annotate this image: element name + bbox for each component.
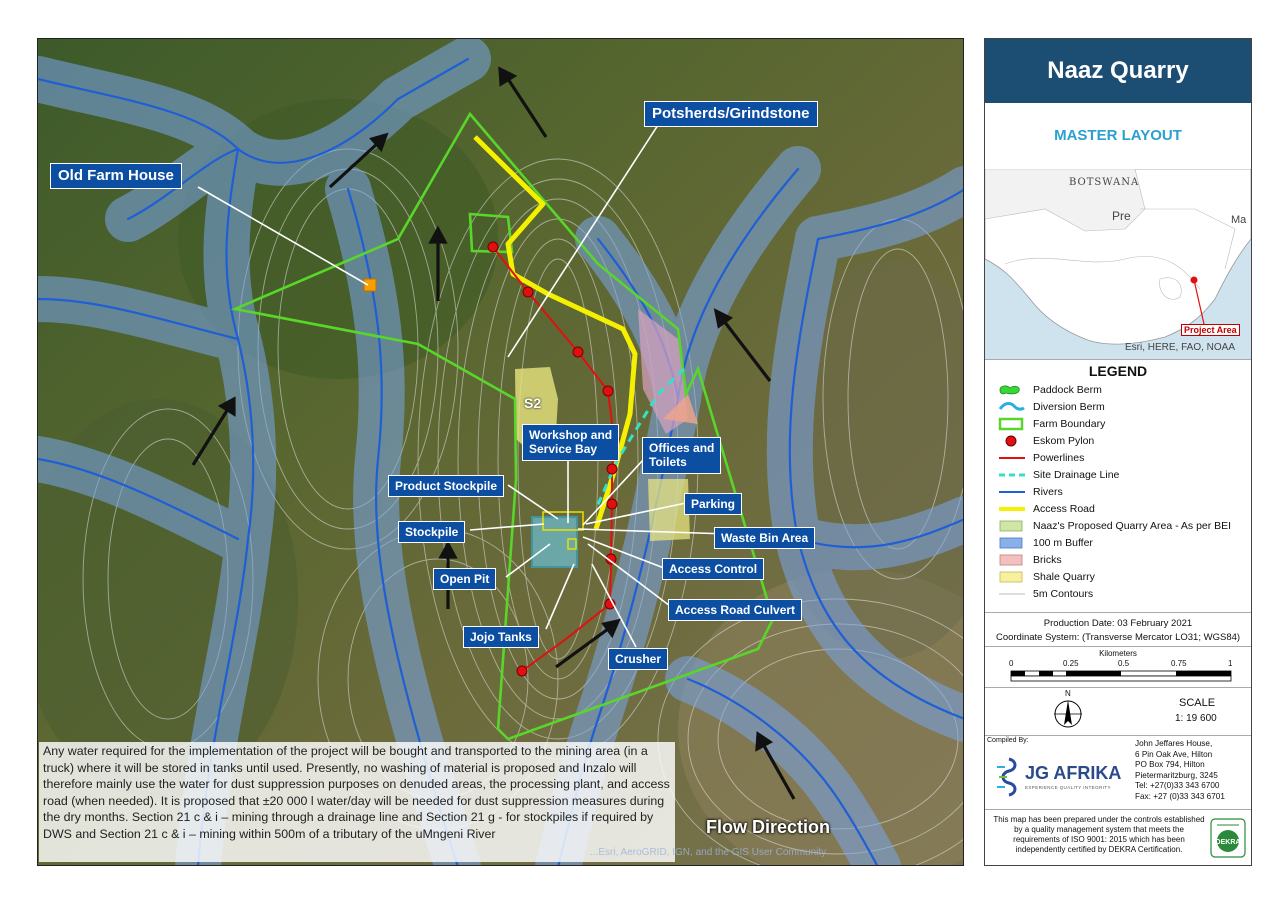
company-tagline: EXPERIENCE QUALITY INTEGRITY <box>1025 785 1111 790</box>
legend-item-powerlines <box>997 449 1084 466</box>
legend <box>985 360 1251 613</box>
paddock-berm-icon <box>997 383 1027 397</box>
legend-item-bricks <box>997 551 1062 568</box>
scale-bar <box>985 647 1251 688</box>
legend-label: 5m Contours <box>1033 587 1094 600</box>
legend-item-rivers <box>997 483 1063 500</box>
inset-ma-label: Ma <box>1231 214 1247 226</box>
legend-label: Farm Boundary <box>1033 417 1106 430</box>
water-use-notes: Any water required for the implementation of the project will be bought and transported to the mining area (in a truck) where it will be stored in tanks until used. Presently, no washing of material is proposed and Inzalo will therefore mainly use the water for dust suppression purposes on denuded areas, the processing plant, and access road (when needed). It is proposed that ±20 000 l water/day will be needed for dust suppression measures during the dry months. Section 21 c & i – mining through a drainage line and Section 21 g - for stockpiles if required by DWS and Section 21 c & i – mining within 500m of a tributary of the uMngeni River <box>39 742 675 862</box>
locator-inset-map[interactable] <box>985 169 1251 360</box>
quarry-area-icon <box>997 519 1027 533</box>
legend-item-farm-boundary <box>997 415 1105 432</box>
scalebar-tick: 0.75 <box>1171 659 1187 668</box>
address-line: John Jeffares House, <box>1135 739 1213 748</box>
inset-pre-label: Pre <box>1112 209 1131 223</box>
flow-direction-label: Flow Direction <box>706 817 831 837</box>
callout-parking: Parking <box>684 493 742 515</box>
legend-item-100m-buffer <box>997 534 1093 551</box>
scale-title: SCALE <box>1179 697 1216 709</box>
pylon-icon <box>997 434 1027 448</box>
callout-potsherds-grindstone: Potsherds/Grindstone <box>644 101 818 127</box>
legend-label: Diversion Berm <box>1033 400 1105 413</box>
scalebar-unit: Kilometers <box>1099 649 1137 658</box>
callout-waste-bin-area: Waste Bin Area <box>714 527 815 549</box>
powerline-icon <box>997 451 1027 465</box>
company-name: JG AFRIKA <box>1025 763 1122 783</box>
north-arrow-icon <box>1051 697 1085 731</box>
legend-item-shale-quarry <box>997 568 1095 585</box>
map-side-panel <box>984 38 1252 866</box>
drainage-line-icon <box>997 468 1027 482</box>
callout-old-farm-house: Old Farm House <box>50 163 182 189</box>
legend-label: Naaz's Proposed Quarry Area - As per BEI <box>1033 519 1232 532</box>
scalebar-tick: 0.25 <box>1063 659 1079 668</box>
legend-label: Rivers <box>1033 485 1063 498</box>
imagery-credit: ...Esri, AeroGRID, IGN, and the GIS User Community <box>590 847 827 858</box>
callout-product-stockpile: Product Stockpile <box>388 475 504 497</box>
certification-text: This map has been prepared under the controls established by a quality management system that meets the requirements of ISO 9001: 2015 which has been independently certified by DEKRA Certification. <box>993 815 1205 854</box>
company-address <box>1135 739 1225 802</box>
legend-item-access-road <box>997 500 1095 517</box>
scalebar-tick: 0 <box>1009 659 1014 668</box>
coordinate-system: Coordinate System: (Transverse Mercator LO31; WGS84) <box>995 632 1241 643</box>
inset-project-area-label: Project Area <box>1181 324 1240 336</box>
contour-icon <box>997 587 1027 601</box>
scalebar-tick: 1 <box>1228 659 1233 668</box>
callout-access-control: Access Control <box>662 558 764 580</box>
farm-boundary-icon <box>997 417 1027 431</box>
inset-botswana-label: BOTSWANA <box>1069 177 1140 188</box>
legend-label: Eskom Pylon <box>1033 434 1095 447</box>
address-line: Fax: +27 (0)33 343 6701 <box>1135 791 1225 801</box>
certification-block <box>985 809 1251 865</box>
callout-workshop: Workshop and Service Bay <box>522 424 619 461</box>
legend-label: Paddock Berm <box>1033 383 1102 396</box>
callout-stockpile: Stockpile <box>398 521 465 543</box>
legend-label: Site Drainage Line <box>1033 468 1120 481</box>
legend-item-site-drainage-line <box>997 466 1119 483</box>
map-title: Naaz Quarry <box>985 39 1251 103</box>
callout-offices-toilets: Offices and Toilets <box>642 437 721 474</box>
compiled-by: Compiled By: <box>987 737 1029 744</box>
address-line: 6 Pin Oak Ave, Hilton <box>1135 749 1213 759</box>
map-subtitle: MASTER LAYOUT <box>985 103 1251 170</box>
diversion-berm-icon <box>997 400 1027 414</box>
map-info <box>985 613 1251 647</box>
north-label: N <box>1065 689 1071 698</box>
legend-label: Bricks <box>1033 553 1062 566</box>
old-farm-house-marker <box>364 279 376 291</box>
shale-quarry-icon <box>997 570 1027 584</box>
dekra-seal-icon <box>1209 817 1247 859</box>
callout-access-road-culvert: Access Road Culvert <box>668 599 802 621</box>
callout-jojo-tanks: Jojo Tanks <box>463 626 539 648</box>
legend-label: Access Road <box>1033 502 1095 515</box>
production-date: Production Date: 03 February 2021 <box>1043 618 1193 629</box>
legend-label: 100 m Buffer <box>1033 536 1093 549</box>
scalebar-graphic <box>985 669 1251 685</box>
legend-item-proposed-quarry-area <box>997 517 1231 534</box>
legend-item-paddock-berm <box>997 381 1102 398</box>
buffer-icon <box>997 536 1027 550</box>
svg-text:DEKRA: DEKRA <box>1215 839 1241 846</box>
legend-label: Powerlines <box>1033 451 1085 464</box>
legend-item-eskom-pylon <box>997 432 1094 449</box>
address-line: Tel: +27(0)33 343 6700 <box>1135 781 1220 790</box>
legend-item-5m-contours <box>997 585 1093 602</box>
callout-open-pit: Open Pit <box>433 568 496 590</box>
jg-afrika-logo-icon <box>995 757 1023 797</box>
legend-label: Shale Quarry <box>1033 570 1095 583</box>
north-and-scale <box>985 687 1251 736</box>
legend-item-diversion-berm <box>997 398 1105 415</box>
company-block <box>985 735 1251 810</box>
bricks-icon <box>997 553 1027 567</box>
access-road-icon <box>997 502 1027 516</box>
address-line: PO Box 794, Hilton <box>1135 760 1205 769</box>
inset-attribution: Esri, HERE, FAO, NOAA <box>1125 342 1236 353</box>
s2-label: S2 <box>524 395 542 411</box>
scalebar-tick: 0.5 <box>1118 659 1130 668</box>
address-line: Pietermaritzburg, 3245 <box>1135 770 1218 780</box>
callout-crusher: Crusher <box>608 648 668 670</box>
scale-value: 1: 19 600 <box>1175 713 1217 724</box>
legend-title: LEGEND <box>1088 363 1148 379</box>
river-icon <box>997 485 1027 499</box>
